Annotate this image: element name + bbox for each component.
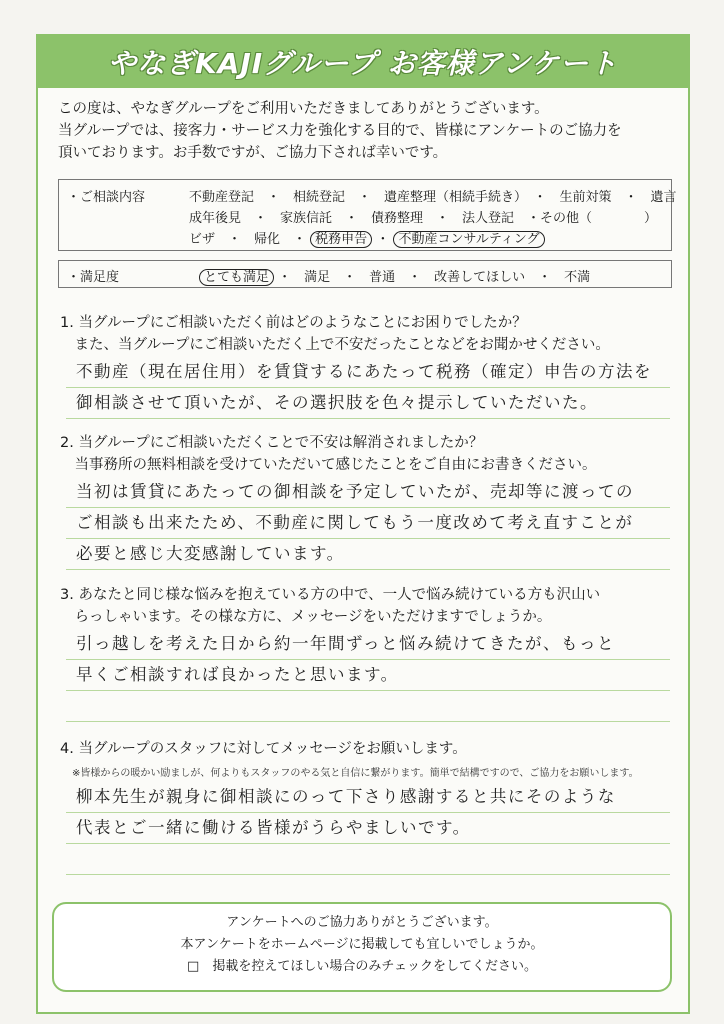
answer-2-line: 当初は賃貸にあたっての御相談を予定していたが、売却等に渡っての [66,477,670,508]
consultation-separator: ・ [376,232,390,247]
thanks-box [52,902,672,992]
answer-3-line [66,691,670,722]
thanks-line2: 本アンケートをホームページに掲載しても宜しいでしょうか。 [180,937,544,952]
question-3 [60,584,680,628]
answer-3-line: 早くご相談すれば良かったと思います。 [66,660,670,691]
thanks-line1: アンケートへのご協力ありがとうございます。 [226,915,498,930]
question-4-note: ※皆様からの暖かい励ましが、何よりもスタッフのやる気と自信に繋がります。簡単で結構ですので、ご協力をお願いします。 [72,768,639,779]
answer-1-line: 御相談させて頂いたが、その選択肢を色々提示していただいた。 [66,388,670,419]
answer-4-line: 代表とご一緒に働ける皆様がうらやましいです。 [66,813,670,844]
question-2-line2: 当事務所の無料相談を受けていただいて感じたことをご自由にお書きください。 [60,457,597,473]
answer-2 [66,477,670,570]
intro-line: 当グループでは、接客力・サービス力を強化する目的で、皆様にアンケートのご協力を [58,123,622,139]
survey-form [36,34,690,1014]
question-2 [60,432,680,476]
question-1-line1: 1. 当グループにご相談いただく前はどのようなことにお困りでしたか？ [60,315,527,331]
consultation-type-box [58,179,677,251]
answer-4-line [66,844,670,875]
question-1-line2: また、当グループにご相談いただく上で不安だったことなどをお聞かせください。 [60,337,610,353]
question-4 [60,738,680,760]
intro-text [58,98,678,164]
answer-2-line: 必要と感じ大変感謝しています。 [66,539,670,570]
consultation-options-row1[interactable]: 不動産登記 ・ 相続登記 ・ 遺産整理（相続手続き） ・ 生前対策 ・ 遺言 [189,190,677,205]
answer-1-line: 不動産（現在居住用）を賃貸するにあたって税務（確定）申告の方法を [66,357,670,388]
consultation-tax-filing-circled[interactable]: 税務申告 [310,231,372,248]
answer-3-line: 引っ越しを考えた日から約一年間ずっと悩み続けてきたが、もっと [66,629,670,660]
consultation-label: ・ご相談内容 [67,190,146,205]
consultation-real-estate-circled[interactable]: 不動産コンサルティング [393,231,544,248]
satisfaction-selected[interactable]: とても満足 [199,269,274,286]
intro-line: 頂いております。お手数ですが、ご協力下されば幸いです。 [58,145,448,161]
survey-title: やなぎKAJIグループ お客様アンケート [107,47,619,80]
satisfaction-label: ・満足度 [67,270,120,285]
answer-4 [66,782,670,875]
question-2-line1: 2. 当グループにご相談いただくことで不安は解消されましたか？ [60,435,484,451]
intro-line: この度は、やなぎグループをご利用いただきましてありがとうございます。 [58,101,549,117]
question-1 [60,312,680,356]
satisfaction-box [58,260,672,288]
question-3-line1: 3. あなたと同じ様な悩みを抱えている方の中で、一人で悩み続けている方も沢山い [60,587,601,603]
question-4-line1: 4. 当グループのスタッフに対してメッセージをお願いします。 [60,741,467,757]
answer-4-line: 柳本先生が親身に御相談にのって下さり感謝すると共にそのような [66,782,670,813]
consultation-options-row3 [189,228,545,247]
answer-1 [66,357,670,419]
consultation-visa-naturalization[interactable]: ビザ ・ 帰化 ・ [189,232,307,247]
answer-2-line: ご相談も出来たため、不動産に関してもう一度改めて考え直すことが [66,508,670,539]
question-3-line2: らっしゃいます。その様な方に、メッセージをいただけますでしょうか。 [60,609,552,625]
consultation-options-row2[interactable]: 成年後見 ・ 家族信託 ・ 債務整理 ・ 法人登記 ・その他（ ） [189,211,658,226]
answer-3 [66,629,670,722]
title-bar [38,36,688,88]
satisfaction-options [199,266,590,285]
satisfaction-other-options[interactable]: ・ 満足 ・ 普通 ・ 改善してほしい ・ 不満 [278,270,591,285]
publish-opt-out-checkbox[interactable]: □ 掲載を控えてほしい場合のみチェックをしてください。 [187,959,537,974]
